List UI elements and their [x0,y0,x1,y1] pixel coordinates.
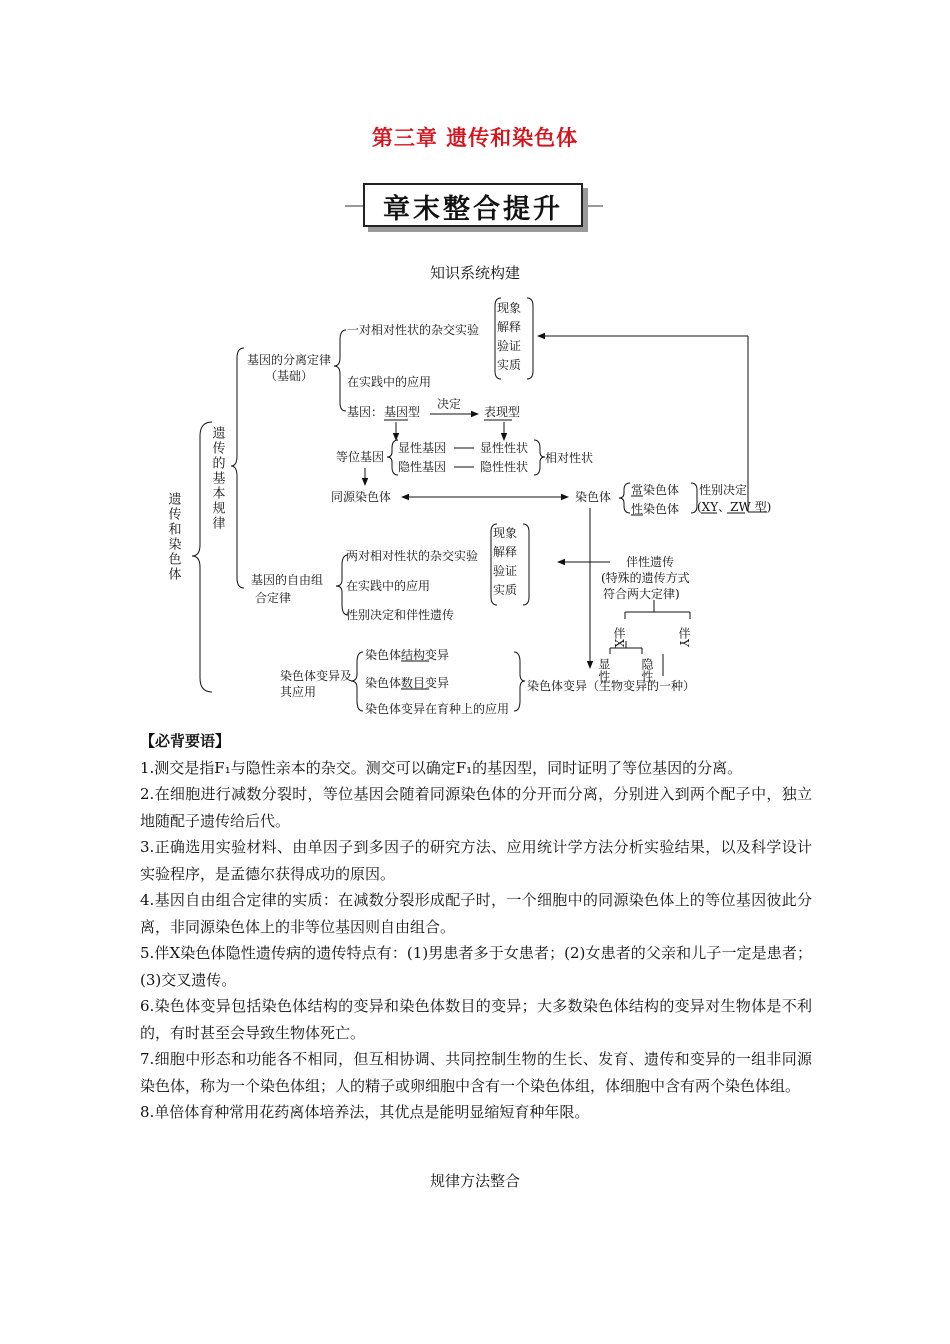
must-recite-item: 5.伴X染色体隐性遗传病的遗传特点有：(1)男患者多于女患者；(2)女患者的父亲和儿子一定是患者；(3)交叉遗传。 [140,944,812,989]
sex-linked-2: (特殊的遗传方式 [601,571,690,585]
method-3-a: 验证 [497,339,522,353]
dihybrid-cross: 两对相对性状的杂交实验 [346,549,479,563]
must-recite-item: 4.基因自由组合定律的实质：在减数分裂形成配子时，一个细胞中的同源染色体上的等位基因彼此分离，非同源染色体上的非等位基因则自由组合。 [140,891,812,936]
gene-prefix: 基因： [347,405,384,419]
knowledge-structure-heading: 知识系统构建 [429,264,520,282]
laws-brace [231,348,244,588]
must-recite-section [140,728,812,1126]
breeding-application: 染色体变异在育种上的应用 [365,702,510,716]
y-linked: 伴Y [677,627,691,647]
sex-linked-3: 符合两大定律) [603,587,680,601]
method-bracket-2-right [523,524,529,605]
monohybrid-cross: 一对相对性状的杂交实验 [347,323,480,337]
method-2-a: 解释 [497,320,522,334]
numerical-variation: 染色体数目变异 [365,676,450,690]
x-linked: 伴X [612,627,626,648]
must-recite-item: 3.正确选用实验材料、由单因子到多因子的研究方法、应用统计学方法分析实验结果，以及科学设计实验程序，是孟德尔获得成功的原因。 [140,838,812,883]
decides-label: 决定 [437,397,462,411]
variation-app-2: 其应用 [280,685,317,699]
free-combination-law-1: 基因的自由组 [251,573,324,587]
variation-app-1: 染色体变异及 [280,669,353,683]
laws-label: 遗传的基本规律 [209,426,225,531]
genotype-label: 基因型 [384,405,421,419]
recessive-trait: 隐性性状 [480,460,529,474]
chapter-title: 第三章 遗传和染色体 [371,126,579,150]
separation-law-note: （基础） [265,369,314,383]
relative-traits-brace [534,440,545,475]
autosome-label: 常染色体 [631,483,680,497]
variation-right-brace [514,652,525,711]
sex-types: (XY、ZW 型) [697,500,772,514]
method-integration-heading: 规律方法整合 [429,1172,520,1190]
dominant-gene: 显性基因 [398,441,447,455]
allele-brace [387,440,398,475]
allele-label: 等位基因 [336,450,385,464]
homologous-chromosome: 同源染色体 [331,490,392,504]
sex-chromosome-label: 性染色体 [631,502,680,516]
banner-title: 章末整合提升 [383,194,563,225]
sex-linked-1: 伴性遗传 [626,555,675,569]
method-1-a: 现象 [497,301,522,315]
sex-determination: 性别决定 [699,483,748,497]
dominant-trait: 显性性状 [480,441,529,455]
method-bracket-1-right [527,298,533,379]
must-recite-title: 【必背要语】 [140,732,231,750]
structural-variation: 染色体结构变异 [365,648,450,662]
method-4-b: 实质 [493,583,518,597]
sex-det-and-sex-linked: 性别决定和伴性遗传 [346,608,455,622]
chromosome-label: 染色体 [575,490,612,504]
recessive-gene: 隐性基因 [398,460,447,474]
must-recite-item: 7.细胞中形态和功能各不相同，但互相协调、共同控制生物的生长、发育、遗传和变异的一组非同源染色体，称为一个染色体组；人的精子或卵细胞中含有一个染色体组，体细胞中含有两个染色体组。 [140,1050,812,1095]
relative-traits: 相对性状 [545,451,594,465]
method-2-b: 解释 [493,545,518,559]
phenotype-label: 表现型 [484,405,521,419]
dominant-branch: 显性 [597,658,611,682]
method-4-a: 实质 [497,358,522,372]
separation-law-label: 基因的分离定律 [247,353,332,367]
chromosome-brace [619,483,630,513]
recessive-branch: 隐性 [640,658,654,682]
variation-left-brace [351,652,363,711]
must-recite-item: 1.测交是指F₁与隐性亲本的杂交。测交可以确定F₁的基因型，同时证明了等位基因的分离。 [140,758,743,777]
practice-application-2: 在实践中的应用 [346,579,431,593]
practice-application-1: 在实践中的应用 [347,375,432,389]
root-label: 遗传和染色体 [165,492,181,582]
free-combination-law-2: 合定律 [255,591,292,605]
must-recite-item: 8.单倍体育种常用花药离体培养法，其优点是能明显缩短育种年限。 [140,1103,590,1121]
separation-brace [334,330,346,411]
chromosome-variation: 染色体变异（生物变异的一种） [527,679,696,693]
method-1-b: 现象 [493,526,518,540]
method-3-b: 验证 [493,564,518,578]
must-recite-item: 2.在细胞进行减数分裂时，等位基因会随着同源染色体的分开而分离，分别进入到两个配子中，独立地随配子遗传给后代。 [140,785,812,830]
must-recite-item: 6.染色体变异包括染色体结构的变异和染色体数目的变异；大多数染色体结构的变异对生物体是不利的，有时甚至会导致生物体死亡。 [140,997,812,1042]
